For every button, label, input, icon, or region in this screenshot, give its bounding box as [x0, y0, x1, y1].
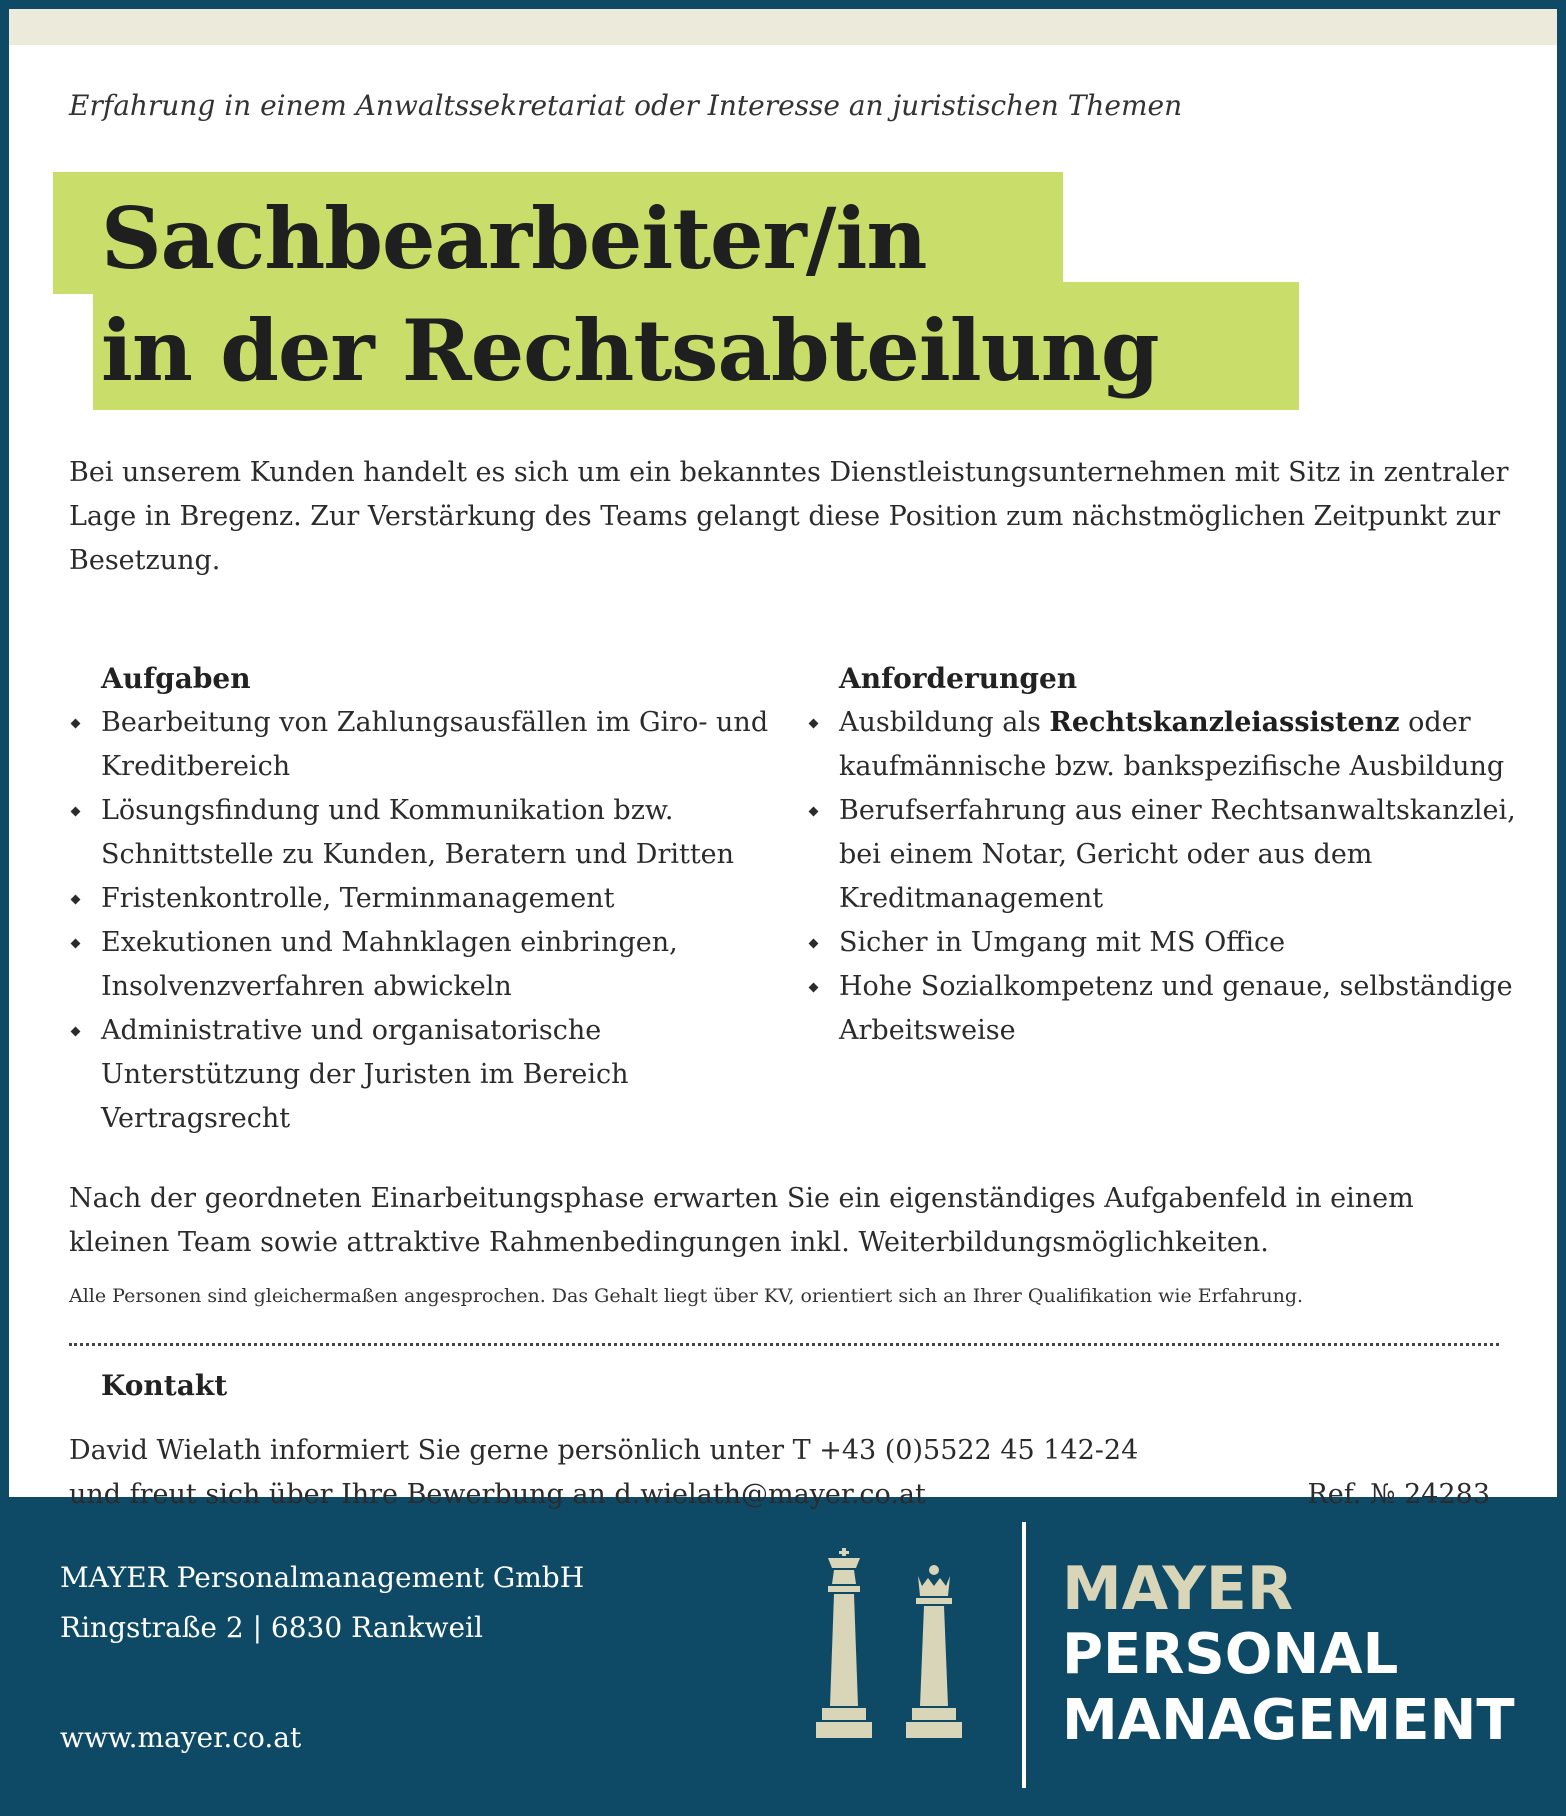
contact-heading: Kontakt [101, 1369, 228, 1402]
job-title [101, 183, 1159, 407]
list-item-text: Ausbildung als [839, 707, 1050, 738]
list-item-text: oder kaufmännische bzw. bankspezifische Ausbildung [839, 707, 1505, 782]
aufgaben-heading: Aufgaben [101, 662, 251, 695]
anforderungen-list [807, 701, 1517, 1053]
brand-line-2: PERSONAL [1062, 1622, 1399, 1687]
list-item: Bearbeitung von Zahlungsausfällen im Giro- und Kreditbereich [69, 701, 779, 789]
brand-logo [1062, 1556, 1515, 1754]
job-title-line-2: in der Rechtsabteilung [101, 301, 1159, 400]
list-item: Fristenkontrolle, Terminmanagement [69, 877, 779, 921]
legal-note: Alle Personen sind gleichermaßen angesprochen. Das Gehalt liegt über KV, orientiert sich an Ihrer Qualifikation wie Erfahrung. [69, 1285, 1304, 1307]
brand-line-1: MAYER [1062, 1554, 1294, 1624]
job-ad-card [9, 45, 1557, 1510]
chess-pieces-icon [800, 1540, 984, 1750]
list-item: Sicher in Umgang mit MS Office [807, 921, 1517, 965]
list-item-bold: Rechtskanzleiassistenz [1049, 707, 1400, 738]
list-item: Lösungsfindung und Kommunikation bzw. Schnittstelle zu Kunden, Beratern und Dritten [69, 789, 779, 877]
dotted-divider [69, 1343, 1499, 1346]
list-item: Administrative und organisatorische Unterstützung der Juristen im Bereich Vertragsrecht [69, 1009, 779, 1141]
company-website[interactable]: www.mayer.co.at [60, 1721, 302, 1754]
list-item: Hohe Sozialkompetenz und genaue, selbständige Arbeitsweise [807, 965, 1517, 1053]
anforderungen-section [807, 657, 1517, 1053]
company-address: Ringstraße 2 | 6830 Rankweil [60, 1611, 483, 1644]
list-item: Berufserfahrung aus einer Rechtsanwaltskanzlei, bei einem Notar, Gericht oder aus dem Kreditmanagement [807, 789, 1517, 921]
reference-number: Ref. № 24283 [1307, 1479, 1490, 1510]
list-item: Exekutionen und Mahnklagen einbringen, Insolvenzverfahren abwickeln [69, 921, 779, 1009]
list-item [807, 701, 1517, 789]
contact-phone-line: David Wielath informiert Sie gerne persönlich unter T +43 (0)5522 45 142-24 [69, 1435, 1139, 1466]
job-title-line-1: Sachbearbeiter/in [101, 189, 927, 288]
company-name: MAYER Personalmanagement GmbH [60, 1561, 585, 1594]
aufgaben-section [69, 657, 779, 1141]
aufgaben-list [69, 701, 779, 1141]
outro-text: Nach der geordneten Einarbeitungsphase erwarten Sie ein eigenständiges Aufgabenfeld in einem kleinen Team sowie attraktive Rahmenbedingungen inkl. Weiterbildungsmöglichkeiten. [69, 1183, 1414, 1258]
logo-divider [1022, 1522, 1026, 1788]
anforderungen-heading: Anforderungen [839, 662, 1078, 695]
tagline: Erfahrung in einem Anwaltssekretariat oder Interesse an juristischen Themen [69, 89, 1183, 122]
brand-line-3: MANAGEMENT [1062, 1688, 1515, 1753]
intro-text: Bei unserem Kunden handelt es sich um ein bekanntes Dienstleistungsunternehmen mit Sitz in zentraler Lage in Bregenz. Zur Verstärkung des Teams gelangt diese Position zum nächstmöglichen Zeitpunkt zur Besetzung. [69, 457, 1509, 576]
contact-email-line: und freut sich über Ihre Bewerbung an d.wielath@mayer.co.at [69, 1479, 926, 1510]
top-band [9, 9, 1557, 45]
